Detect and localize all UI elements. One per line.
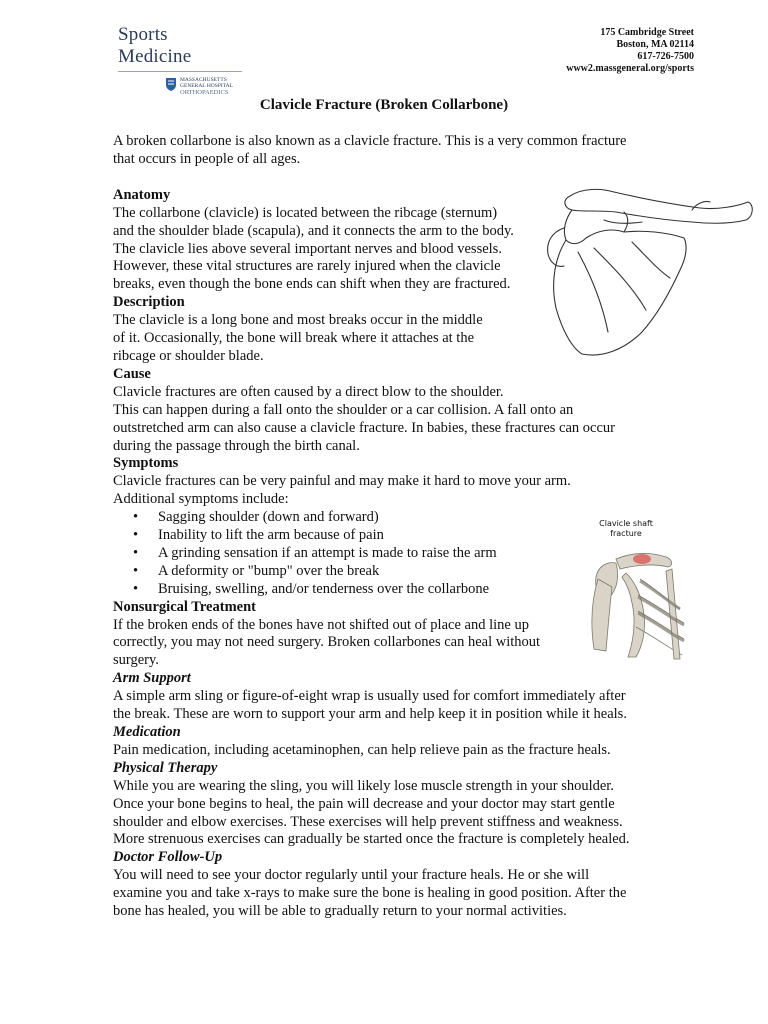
fracture-skeleton (576, 539, 688, 660)
arm-support-line: A simple arm sling or figure-of-eight wrap is usually used for comfort immediately after (113, 688, 626, 705)
medication-heading: Medication (113, 724, 181, 740)
description-line: The clavicle is a long bone and most breaks occur in the middle (113, 312, 483, 329)
physical-therapy-paragraph (113, 778, 653, 850)
fracture-label-line: fracture (610, 529, 642, 538)
symptoms-line: Additional symptoms include: (113, 491, 289, 508)
intro-line: that occurs in people of all ages. (113, 150, 301, 167)
intro-line: A broken collarbone is also known as a clavicle fracture. This is a very common fracture (113, 133, 627, 149)
logo-title: Sports Medicine (118, 24, 192, 67)
description-line: ribcage or shoulder blade. (113, 347, 264, 364)
arm-support-line: the break. These are worn to support your arm and help keep it in position while it heals. (113, 706, 627, 723)
physical-therapy-line: While you are wearing the sling, you will likely lose muscle strength in your shoulder. (113, 777, 614, 794)
intro-paragraph (113, 133, 653, 169)
follow-up-line: You will need to see your doctor regularly until your fracture heals. He or she will (113, 867, 590, 884)
list-item: • A deformity or "bump" over the break (158, 563, 653, 581)
logo-ortho: ORTHOPAEDICS (180, 89, 229, 96)
list-item: • Sagging shoulder (down and forward) (158, 509, 653, 527)
address-phone: 617-726-7500 (637, 51, 694, 62)
physical-therapy-line: More strenuous exercises can gradually be started once the fracture is completely healed. (113, 831, 630, 848)
address-city: Boston, MA 02114 (616, 39, 694, 50)
logo-text (180, 77, 233, 96)
anatomy-line: The clavicle lies above several important nerves and blood vessels. (113, 240, 502, 257)
hospital-logo (118, 24, 242, 96)
cause-line: outstretched arm can also cause a clavicle fracture. In babies, these fractures can occur (113, 419, 615, 436)
fracture-label-line: Clavicle shaft (599, 519, 653, 528)
document-title: Clavicle Fracture (Broken Collarbone) (259, 97, 509, 113)
anatomy-heading: Anatomy (113, 186, 171, 203)
physical-therapy-heading: Physical Therapy (113, 759, 218, 776)
logo-line-2: GENERAL HOSPITAL (180, 83, 233, 89)
arm-support-heading: Arm Support (113, 670, 191, 687)
nonsurgical-paragraph (113, 617, 583, 671)
cause-line: during the passage through the birth canal. (113, 437, 360, 454)
description-heading: Description (113, 294, 185, 311)
shield-icon (166, 78, 176, 91)
anatomy-line: and the shoulder blade (scapula), and it connects the arm to the body. (113, 222, 514, 239)
address-street: 175 Cambridge Street (600, 27, 694, 38)
logo-divider (118, 71, 242, 72)
description-paragraph (113, 312, 538, 366)
fracture-illustration (576, 515, 688, 660)
list-item: • A grinding sensation if an attempt is made to raise the arm (158, 545, 653, 563)
physical-therapy-line: shoulder and elbow exercises. These exercises will help prevent stiffness and weakness. (113, 813, 623, 830)
cause-heading: Cause (113, 365, 151, 382)
list-item: • Inability to lift the arm because of pain (158, 527, 653, 545)
cause-line: This can happen during a fall onto the shoulder or a car collision. A fall onto an (113, 401, 574, 418)
symptoms-list (113, 509, 653, 599)
nonsurgical-heading: Nonsurgical Treatment (113, 598, 256, 615)
cause-line: Clavicle fractures are often caused by a direct blow to the shoulder. (113, 383, 504, 400)
nonsurgical-line: If the broken ends of the bones have not shifted out of place and line up (113, 616, 529, 633)
fracture-highlight (633, 554, 651, 564)
shoulder-anatomy-illustration (542, 182, 754, 358)
fracture-label (576, 519, 676, 539)
logo-sub (166, 77, 242, 96)
medication-line: Pain medication, including acetaminophen, can help relieve pain as the fracture heals. (113, 741, 611, 758)
medication-paragraph (113, 742, 653, 760)
nonsurgical-line: surgery. (113, 652, 159, 669)
anatomy-line: breaks, even though the bone ends can shift when they are fractured. (113, 276, 511, 293)
logo-line-1: MASSACHUSETTS (180, 77, 227, 83)
anatomy-line: However, these vital structures are rarely injured when the clavicle (113, 258, 501, 275)
description-line: of it. Occasionally, the bone will break where it attaches at the (113, 330, 475, 347)
address-block (566, 27, 694, 75)
symptoms-line: Clavicle fractures can be very painful and may make it hard to move your arm. (113, 473, 571, 490)
arm-support-paragraph (113, 688, 653, 724)
symptoms-paragraph (113, 473, 653, 509)
physical-therapy-line: Once your bone begins to heal, the pain will decrease and your doctor may start gentle (113, 795, 615, 812)
address-website[interactable]: www2.massgeneral.org/sports (566, 63, 694, 74)
follow-up-paragraph (113, 867, 653, 921)
follow-up-heading: Doctor Follow-Up (113, 849, 223, 866)
nonsurgical-line: correctly, you may not need surgery. Broken collarbones can heal without (113, 634, 541, 651)
list-item: • Bruising, swelling, and/or tenderness over the collarbone (158, 581, 653, 599)
anatomy-line: The collarbone (clavicle) is located between the ribcage (sternum) (113, 204, 498, 221)
cause-paragraph (113, 384, 653, 456)
symptoms-heading: Symptoms (113, 455, 179, 472)
follow-up-line: bone has healed, you will be able to gradually return to your normal activities. (113, 903, 567, 920)
follow-up-line: examine you and take x-rays to make sure the bone is healing in good position. After the (113, 885, 627, 902)
anatomy-paragraph (113, 205, 538, 295)
